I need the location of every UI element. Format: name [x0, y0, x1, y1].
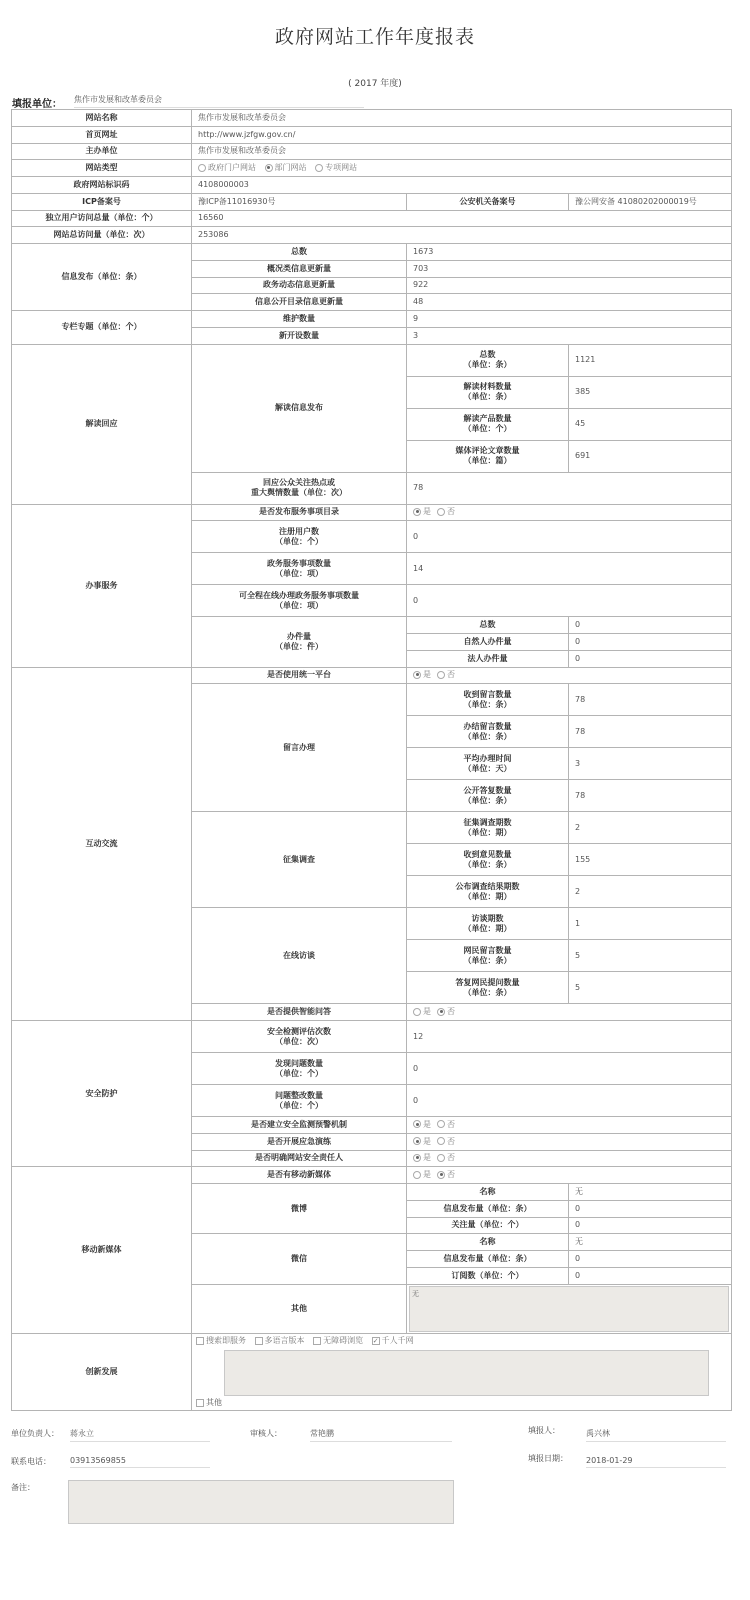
- label-line-1: 办件量: [287, 631, 311, 641]
- radio-icon[interactable]: [437, 508, 445, 516]
- filler-label: 填报人：: [528, 1426, 560, 1435]
- radio-checked-icon[interactable]: [437, 1171, 445, 1179]
- label-line-2: （单位：期）: [463, 923, 512, 933]
- radio-icon[interactable]: [437, 1154, 445, 1162]
- row-uv: [12, 210, 732, 227]
- info-item-value[interactable]: 1673: [407, 244, 732, 261]
- smart-radio-group: [407, 1004, 732, 1021]
- option-label: 千人千网: [381, 1336, 414, 1345]
- online-value[interactable]: 0: [407, 585, 732, 617]
- label-line-1: 办结留言数量: [463, 721, 512, 731]
- reviewer-label: 审核人：: [250, 1429, 282, 1438]
- row-icp: [12, 193, 732, 210]
- sponsor-value[interactable]: 焦作市发展和改革委员会: [192, 143, 732, 160]
- interp-item-label: [407, 344, 569, 376]
- row-site-name: [12, 110, 732, 127]
- police-label: 公安机关备案号: [407, 193, 569, 210]
- interp-item-value[interactable]: 691: [569, 440, 732, 472]
- label-line-2: （单位：条）: [463, 859, 512, 869]
- weibo-item-value[interactable]: 0: [569, 1200, 732, 1217]
- interp-label: 解读回应: [12, 344, 192, 504]
- radio-icon[interactable]: [437, 1137, 445, 1145]
- yes-option[interactable]: [413, 1153, 431, 1162]
- pv-value[interactable]: 253086: [192, 227, 732, 244]
- no-option[interactable]: [437, 507, 455, 516]
- smart-label: 是否提供智能问答: [192, 1004, 407, 1021]
- drill-radio-group: [407, 1133, 732, 1150]
- label-line-2: （单位：个）: [275, 536, 323, 546]
- mobile-row: [12, 1167, 732, 1184]
- label-line-1: 征集调查期数: [463, 817, 512, 827]
- message-item-label: [407, 780, 569, 812]
- site-name-label: 网站名称: [12, 110, 192, 127]
- radio-icon[interactable]: [413, 1008, 421, 1016]
- fill-unit-label: 填报单位：: [12, 99, 62, 110]
- no-option[interactable]: [437, 1170, 455, 1179]
- label-line-1: 注册用户数: [279, 526, 319, 536]
- label-line-1: 解读产品数量: [463, 414, 512, 423]
- label-line-2: （单位：条）: [463, 360, 512, 369]
- owner-radio-group: [407, 1150, 732, 1167]
- filler-field[interactable]: 禹兴林: [586, 1428, 726, 1442]
- date-label: 填报日期：: [528, 1454, 568, 1463]
- service-row: [12, 504, 732, 521]
- info-item-value[interactable]: 922: [407, 277, 732, 294]
- yes-label: 是: [423, 507, 431, 517]
- homepage-value[interactable]: http://www.jzfgw.gov.cn/: [192, 126, 732, 143]
- message-item-label: [407, 684, 569, 716]
- radio-checked-icon[interactable]: [413, 1137, 421, 1145]
- interp-sub-label: 解读信息发布: [192, 344, 407, 472]
- radio-checked-icon[interactable]: [413, 1120, 421, 1128]
- label-line-1: 解读材料数量: [463, 382, 512, 391]
- interview-item-value[interactable]: 5: [569, 972, 732, 1004]
- yes-option[interactable]: [413, 1007, 431, 1016]
- no-label: 否: [447, 507, 455, 517]
- pv-label: 网站总访问量（单位：次）: [12, 227, 192, 244]
- label-line-1: 平均办理时间: [463, 753, 512, 763]
- innovation-label: 创新发展: [12, 1334, 192, 1411]
- yes-label: 是: [423, 1170, 431, 1180]
- security-row: [12, 1021, 732, 1053]
- option-label: 搜索即服务: [206, 1336, 246, 1345]
- platform-radio-group: [407, 667, 732, 684]
- label-line-2: （单位：项）: [275, 600, 323, 610]
- label-line-1: 发现问题数量: [275, 1058, 323, 1068]
- yes-label: 是: [423, 1136, 431, 1146]
- checkbox-icon[interactable]: [255, 1337, 263, 1345]
- found-label: [192, 1053, 407, 1085]
- label-line-2: （单位：条）: [463, 795, 512, 805]
- volume-item-label: 总数: [407, 617, 569, 634]
- drill-label: 是否开展应急演练: [192, 1133, 407, 1150]
- row-site-code: [12, 177, 732, 194]
- yes-label: 是: [423, 1153, 431, 1163]
- weibo-item-label: 名称: [407, 1184, 569, 1201]
- volume-item-label: 法人办件量: [407, 650, 569, 667]
- interp-row: [12, 344, 732, 376]
- radio-checked-icon[interactable]: [413, 671, 421, 679]
- no-option[interactable]: [437, 1137, 455, 1146]
- option-label: 政府门户网站: [208, 163, 256, 173]
- row-sponsor: [12, 143, 732, 160]
- checkbox-icon[interactable]: [313, 1337, 321, 1345]
- volume-item-label: 自然人办件量: [407, 634, 569, 651]
- owner-label-footer: 单位负责人：: [11, 1429, 59, 1438]
- site-type-options: [192, 160, 732, 177]
- radio-icon[interactable]: [315, 164, 323, 172]
- label-line-2: （单位：篇）: [463, 456, 512, 465]
- label-line-1: 收到意见数量: [463, 849, 512, 859]
- no-option[interactable]: [437, 1120, 455, 1129]
- interp-item-label: [407, 376, 569, 408]
- label-line-1: 媒体评论文章数量: [455, 446, 520, 455]
- label-line-1: 问题整改数量: [275, 1090, 323, 1100]
- site-code-label: 政府网站标识码: [12, 177, 192, 194]
- label-line-1: 公开答复数量: [463, 785, 512, 795]
- no-label: 否: [447, 1007, 455, 1017]
- label-line-1: 回应公众关注热点或: [263, 478, 335, 487]
- icp-label: ICP备案号: [12, 193, 192, 210]
- innovation-option[interactable]: [313, 1336, 363, 1345]
- wechat-item-label: 信息发布量（单位：条）: [407, 1251, 569, 1268]
- found-value[interactable]: 0: [407, 1053, 732, 1085]
- label-line-2: （单位：个）: [275, 1068, 323, 1078]
- message-item-label: [407, 748, 569, 780]
- volume-label: [192, 617, 407, 667]
- registered-label: [192, 521, 407, 553]
- yes-label: 是: [423, 1007, 431, 1017]
- interview-item-label: [407, 908, 569, 940]
- wechat-item-value[interactable]: 无: [569, 1234, 732, 1251]
- survey-item-value[interactable]: 2: [569, 876, 732, 908]
- label-line-2: （单位：条）: [463, 699, 512, 709]
- radio-checked-icon[interactable]: [413, 1154, 421, 1162]
- service-label: 办事服务: [12, 504, 192, 667]
- innovation-option[interactable]: [372, 1336, 414, 1345]
- interp-item-value[interactable]: 1121: [569, 344, 732, 376]
- owner-label: 是否明确网站安全责任人: [192, 1150, 407, 1167]
- police-value[interactable]: 豫公网安备 41080202000019号: [569, 193, 732, 210]
- monitor-label: 是否建立安全监测预警机制: [192, 1117, 407, 1134]
- phone-label: 联系电话：: [11, 1457, 51, 1466]
- radio-icon[interactable]: [198, 164, 206, 172]
- info-label: 信息发布（单位：条）: [12, 244, 192, 311]
- label-line-2: （单位：期）: [463, 827, 512, 837]
- weibo-item-label: 信息发布量（单位：条）: [407, 1200, 569, 1217]
- checkbox-icon[interactable]: [196, 1399, 204, 1407]
- survey-item-label: [407, 876, 569, 908]
- wechat-label: 微信: [192, 1234, 407, 1285]
- column-item-value[interactable]: 9: [407, 311, 732, 328]
- yes-option[interactable]: [413, 1170, 431, 1179]
- fill-unit-field[interactable]: 焦作市发展和改革委员会: [74, 94, 364, 108]
- label-line-1: 安全检测评估次数: [267, 1026, 331, 1036]
- radio-icon[interactable]: [413, 1171, 421, 1179]
- has-mobile-radio-group: [407, 1167, 732, 1184]
- checkbox-icon[interactable]: [196, 1337, 204, 1345]
- option-label: 多语言版本: [264, 1336, 305, 1345]
- monitor-radio-group: [407, 1117, 732, 1134]
- interp-item-value[interactable]: 385: [569, 376, 732, 408]
- sponsor-label: 主办单位: [12, 143, 192, 160]
- volume-item-value[interactable]: 0: [569, 617, 732, 634]
- uv-value[interactable]: 16560: [192, 210, 732, 227]
- date-field[interactable]: 2018-01-29: [586, 1456, 726, 1468]
- reviewer-field[interactable]: 常艳鹏: [310, 1428, 452, 1442]
- site-type-label: 网站类型: [12, 160, 192, 177]
- row-site-type: [12, 160, 732, 177]
- online-label: [192, 585, 407, 617]
- interact-label: 互动交流: [12, 667, 192, 1021]
- radio-icon[interactable]: [437, 1120, 445, 1128]
- other-textarea[interactable]: 无: [409, 1286, 729, 1332]
- label-line-2: （单位：个）: [463, 424, 512, 433]
- innovation-option[interactable]: [196, 1336, 246, 1345]
- no-option[interactable]: [437, 1007, 455, 1016]
- homepage-label: 首页网址: [12, 126, 192, 143]
- site-code-value[interactable]: 4108000003: [192, 177, 732, 194]
- volume-item-value[interactable]: 0: [569, 650, 732, 667]
- interview-item-label: [407, 940, 569, 972]
- mobile-label: 移动新媒体: [12, 1167, 192, 1334]
- no-label: 否: [447, 1119, 455, 1129]
- weibo-item-value[interactable]: 无: [569, 1184, 732, 1201]
- fixed-value[interactable]: 0: [407, 1085, 732, 1117]
- label-line-1: 访谈期数: [471, 913, 504, 923]
- label-line-1: 网民留言数量: [463, 945, 512, 955]
- info-item-label: 总数: [192, 244, 407, 261]
- label-line-1: 总数: [479, 350, 496, 359]
- info-item-label: 概况类信息更新量: [192, 260, 407, 277]
- row-pv: [12, 227, 732, 244]
- column-item-label: 新开设数量: [192, 327, 407, 344]
- label-line-1: 收到留言数量: [463, 689, 512, 699]
- wechat-item-value[interactable]: 0: [569, 1267, 732, 1284]
- weibo-item-label: 关注量（单位：个）: [407, 1217, 569, 1234]
- label-line-2: （单位：天）: [463, 763, 512, 773]
- innovation-option[interactable]: [255, 1336, 305, 1345]
- radio-icon[interactable]: [437, 671, 445, 679]
- catalog-radio-group: [407, 504, 732, 521]
- wechat-item-label: 名称: [407, 1234, 569, 1251]
- interact-row: [12, 667, 732, 684]
- site-type-option[interactable]: [315, 163, 357, 172]
- interp-item-label: [407, 408, 569, 440]
- platform-label: 是否使用统一平台: [192, 667, 407, 684]
- page-title: 政府网站工作年度报表: [274, 26, 475, 48]
- message-item-value[interactable]: 3: [569, 748, 732, 780]
- site-name-value[interactable]: 焦作市发展和改革委员会: [192, 110, 732, 127]
- innovation-options: [196, 1336, 727, 1346]
- label-line-1: 可全程在线办理政务服务事项数量: [239, 590, 359, 600]
- no-label: 否: [447, 1170, 455, 1180]
- label-line-1: 公布调查结果期数: [455, 881, 520, 891]
- innovation-row: [12, 1334, 732, 1411]
- owner-field[interactable]: 蒋永立: [70, 1428, 210, 1442]
- label-line-2: （单位：个）: [275, 1100, 323, 1110]
- wechat-item-label: 订阅数（单位：个）: [407, 1267, 569, 1284]
- note-textarea[interactable]: [68, 1480, 454, 1524]
- no-label: 否: [447, 1136, 455, 1146]
- innovation-other[interactable]: [196, 1398, 727, 1408]
- site-type-option[interactable]: [265, 163, 307, 172]
- info-item-label: 政务动态信息更新量: [192, 277, 407, 294]
- column-item-label: 维护数量: [192, 311, 407, 328]
- survey-item-value[interactable]: 2: [569, 812, 732, 844]
- radio-checked-icon[interactable]: [413, 508, 421, 516]
- info-row: [12, 244, 732, 261]
- other-option-label: 其他: [206, 1398, 222, 1407]
- checks-label: [192, 1021, 407, 1053]
- yes-label: 是: [423, 1119, 431, 1129]
- info-item-value[interactable]: 48: [407, 294, 732, 311]
- row-homepage: [12, 126, 732, 143]
- uv-label: 独立用户访问总量（单位：个）: [12, 210, 192, 227]
- interview-item-value[interactable]: 1: [569, 908, 732, 940]
- survey-label: 征集调查: [192, 812, 407, 908]
- service-items-value[interactable]: 14: [407, 553, 732, 585]
- label-line-2: （单位：条）: [463, 987, 512, 997]
- column-item-value[interactable]: 3: [407, 327, 732, 344]
- interview-label: 在线访谈: [192, 908, 407, 1004]
- yes-option[interactable]: [413, 670, 431, 679]
- yes-label: 是: [423, 670, 431, 680]
- yes-option[interactable]: [413, 507, 431, 516]
- response-value[interactable]: 78: [407, 472, 732, 504]
- message-item-label: [407, 716, 569, 748]
- has-mobile-label: 是否有移动新媒体: [192, 1167, 407, 1184]
- survey-item-value[interactable]: 155: [569, 844, 732, 876]
- fill-unit-row: [12, 92, 362, 110]
- innovation-cell: [192, 1334, 732, 1411]
- message-item-value[interactable]: 78: [569, 716, 732, 748]
- interp-item-label: [407, 440, 569, 472]
- label-line-2: 重大舆情数量（单位：次）: [251, 488, 347, 497]
- site-type-option[interactable]: [198, 163, 256, 172]
- no-option[interactable]: [437, 1153, 455, 1162]
- yes-option[interactable]: [413, 1120, 431, 1129]
- info-item-label: 信息公开目录信息更新量: [192, 294, 407, 311]
- note-label: 备注：: [11, 1483, 35, 1492]
- no-option[interactable]: [437, 670, 455, 679]
- registered-value[interactable]: 0: [407, 521, 732, 553]
- checks-value[interactable]: 12: [407, 1021, 732, 1053]
- label-line-1: 答复网民提问数量: [455, 977, 520, 987]
- label-line-2: （单位：期）: [463, 891, 512, 901]
- label-line-2: （单位：条）: [463, 955, 512, 965]
- phone-field[interactable]: 03913569855: [70, 1456, 210, 1468]
- survey-item-label: [407, 844, 569, 876]
- yes-option[interactable]: [413, 1137, 431, 1146]
- label-line-2: （单位：项）: [275, 568, 323, 578]
- message-item-value[interactable]: 78: [569, 780, 732, 812]
- report-table: [11, 109, 732, 1411]
- survey-item-label: [407, 812, 569, 844]
- message-label: 留言办理: [192, 684, 407, 812]
- service-items-label: [192, 553, 407, 585]
- report-year: ( 2017 年度): [348, 79, 402, 89]
- radio-checked-icon[interactable]: [437, 1008, 445, 1016]
- option-label: 专项网站: [325, 163, 358, 173]
- wechat-item-value[interactable]: 0: [569, 1251, 732, 1268]
- checkbox-checked-icon[interactable]: ✓: [372, 1336, 379, 1345]
- label-line-2: （单位：件）: [275, 641, 323, 651]
- info-item-value[interactable]: 703: [407, 260, 732, 277]
- no-label: 否: [447, 670, 455, 680]
- column-row: [12, 311, 732, 328]
- label-line-1: 政务服务事项数量: [267, 558, 331, 568]
- interview-item-value[interactable]: 5: [569, 940, 732, 972]
- weibo-label: 微博: [192, 1184, 407, 1234]
- interview-item-label: [407, 972, 569, 1004]
- other-label: 其他: [192, 1285, 407, 1334]
- label-line-2: （单位：次）: [275, 1036, 323, 1046]
- fixed-label: [192, 1085, 407, 1117]
- volume-item-value[interactable]: 0: [569, 634, 732, 651]
- interp-item-value[interactable]: 45: [569, 408, 732, 440]
- catalog-label: 是否发布服务事项目录: [192, 504, 407, 521]
- innovation-textarea[interactable]: [224, 1350, 709, 1396]
- message-item-value[interactable]: 78: [569, 684, 732, 716]
- column-label: 专栏专题（单位：个）: [12, 311, 192, 345]
- option-label: 部门网站: [274, 163, 307, 173]
- option-label: 无障碍浏览: [323, 1336, 364, 1345]
- no-label: 否: [447, 1153, 455, 1163]
- label-line-2: （单位：条）: [463, 731, 512, 741]
- icp-value[interactable]: 豫ICP备11016930号: [192, 193, 407, 210]
- response-label: [192, 472, 407, 504]
- label-line-2: （单位：条）: [463, 392, 512, 401]
- security-label: 安全防护: [12, 1021, 192, 1167]
- radio-checked-icon[interactable]: [265, 164, 273, 172]
- other-cell: [407, 1285, 732, 1334]
- weibo-item-value[interactable]: 0: [569, 1217, 732, 1234]
